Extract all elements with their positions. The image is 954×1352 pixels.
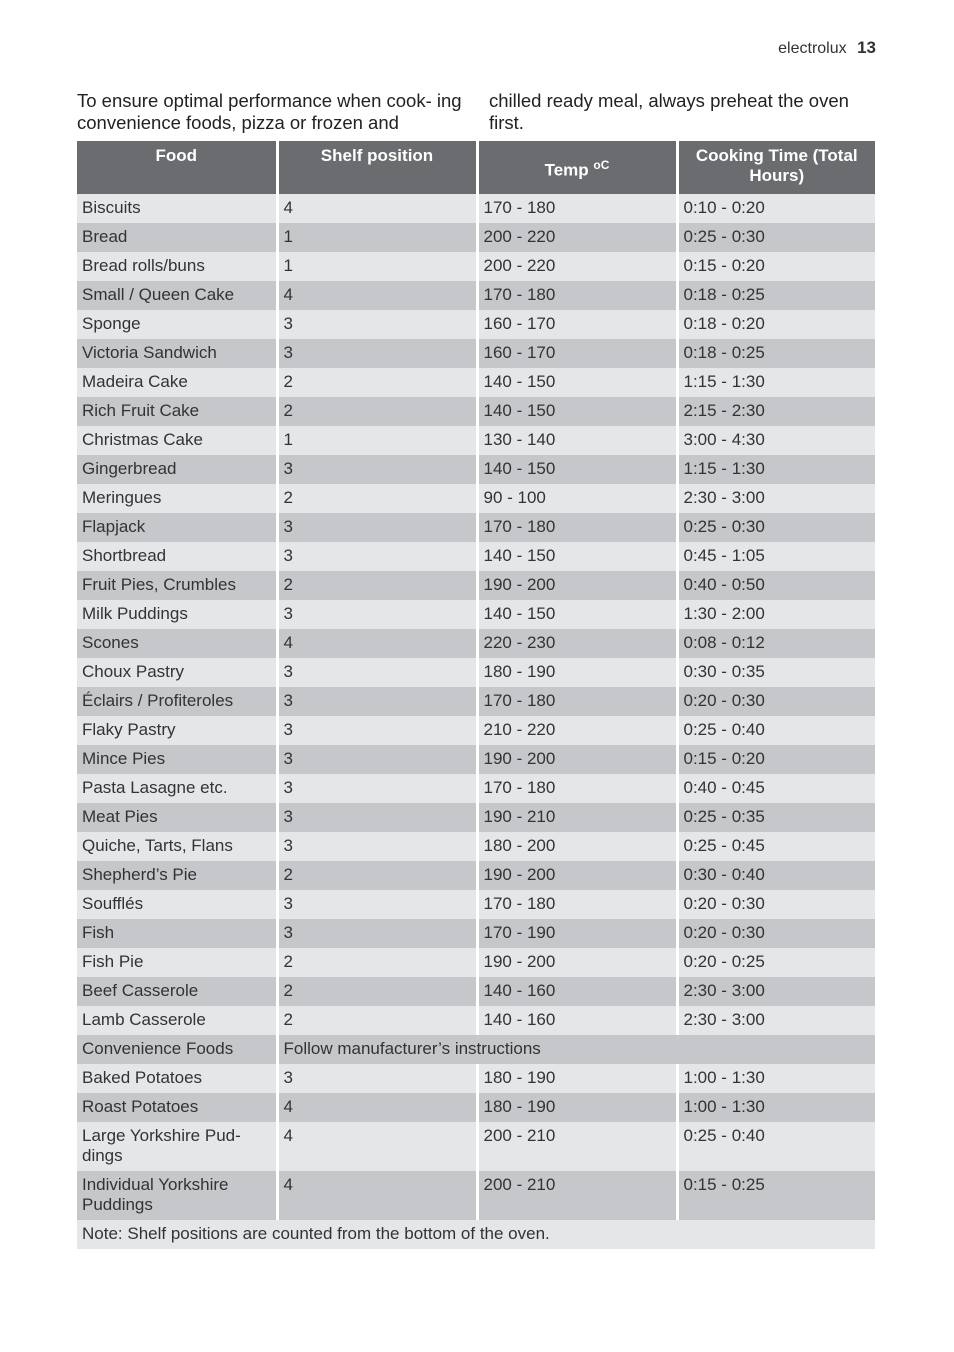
cell-time: 0:20 - 0:30 (677, 687, 875, 716)
cell-food: Milk Puddings (77, 600, 277, 629)
intro-column-2: chilled ready meal, always preheat the oven first. (489, 90, 849, 133)
cell-shelf: 3 (277, 310, 477, 339)
cell-time: 0:18 - 0:20 (677, 310, 875, 339)
cell-temp: 170 - 180 (477, 774, 677, 803)
header-shelf-position: Shelf position (277, 141, 477, 194)
cell-food: Shepherd’s Pie (77, 861, 277, 890)
cell-time: 0:20 - 0:30 (677, 919, 875, 948)
intro-column-1: To ensure optimal performance when cook- ing convenience foods, pizza or frozen and (77, 90, 462, 133)
table-row (77, 1093, 875, 1122)
table-row (77, 1006, 875, 1035)
cell-temp: 190 - 200 (477, 571, 677, 600)
cell-time: 0:18 - 0:25 (677, 281, 875, 310)
table-row (77, 1064, 875, 1093)
table-row (77, 716, 875, 745)
cell-temp: 140 - 150 (477, 368, 677, 397)
table-row (77, 861, 875, 890)
table-row (77, 1171, 875, 1220)
cell-temp: 170 - 180 (477, 194, 677, 223)
table-row (77, 890, 875, 919)
cell-time: 0:08 - 0:12 (677, 629, 875, 658)
cooking-table (77, 141, 875, 1249)
cell-food: Bread rolls/buns (77, 252, 277, 281)
cell-time: 0:25 - 0:40 (677, 1122, 875, 1171)
cell-shelf: 3 (277, 455, 477, 484)
cell-temp: 170 - 180 (477, 687, 677, 716)
cell-time: 2:30 - 3:00 (677, 1006, 875, 1035)
cell-food: Soufflés (77, 890, 277, 919)
cell-temp: 190 - 200 (477, 948, 677, 977)
cell-shelf: 4 (277, 194, 477, 223)
table-row (77, 629, 875, 658)
cell-temp: 200 - 220 (477, 223, 677, 252)
cell-time: 0:20 - 0:25 (677, 948, 875, 977)
cell-temp: 140 - 150 (477, 600, 677, 629)
cell-food: Gingerbread (77, 455, 277, 484)
cell-food: Madeira Cake (77, 368, 277, 397)
cell-temp: 170 - 180 (477, 513, 677, 542)
cell-time: 3:00 - 4:30 (677, 426, 875, 455)
cell-time: 1:15 - 1:30 (677, 455, 875, 484)
cell-time: 0:25 - 0:35 (677, 803, 875, 832)
intro-text (77, 90, 875, 134)
cell-temp: 180 - 190 (477, 1064, 677, 1093)
cell-shelf: 3 (277, 1064, 477, 1093)
cell-temp: 210 - 220 (477, 716, 677, 745)
table-row (77, 977, 875, 1006)
table-row (77, 600, 875, 629)
cell-food: Meringues (77, 484, 277, 513)
cell-temp: 190 - 210 (477, 803, 677, 832)
header-cooking-time: Cooking Time (Total Hours) (677, 141, 875, 194)
cell-temp: 140 - 150 (477, 455, 677, 484)
cell-food: Beef Casserole (77, 977, 277, 1006)
cell-food: Choux Pastry (77, 658, 277, 687)
table-row (77, 571, 875, 600)
cell-shelf: 4 (277, 629, 477, 658)
table-row (77, 832, 875, 861)
cell-temp: 170 - 190 (477, 919, 677, 948)
cell-food: Rich Fruit Cake (77, 397, 277, 426)
cell-time: 1:00 - 1:30 (677, 1093, 875, 1122)
cell-food: Mince Pies (77, 745, 277, 774)
cell-temp: 140 - 150 (477, 542, 677, 571)
cell-temp: 220 - 230 (477, 629, 677, 658)
header-temp-label: Temp (544, 160, 589, 180)
cell-temp: 200 - 210 (477, 1171, 677, 1220)
cell-food: Sponge (77, 310, 277, 339)
cell-shelf: 4 (277, 1093, 477, 1122)
cell-time: 0:20 - 0:30 (677, 890, 875, 919)
table-note-row (77, 1220, 875, 1249)
cell-temp: 160 - 170 (477, 339, 677, 368)
cell-time: 0:40 - 0:50 (677, 571, 875, 600)
cell-food: Roast Potatoes (77, 1093, 277, 1122)
cell-time: 1:00 - 1:30 (677, 1064, 875, 1093)
cell-shelf: 1 (277, 426, 477, 455)
cell-time: 2:15 - 2:30 (677, 397, 875, 426)
cell-shelf: 2 (277, 571, 477, 600)
table-note: Note: Shelf positions are counted from the bottom of the oven. (77, 1220, 875, 1249)
table-row (77, 339, 875, 368)
cell-food: Éclairs / Profiteroles (77, 687, 277, 716)
header-temp-unit: oC (593, 157, 610, 172)
cell-shelf: 3 (277, 919, 477, 948)
cell-shelf: 3 (277, 716, 477, 745)
cell-shelf: 3 (277, 774, 477, 803)
table-row (77, 542, 875, 571)
cell-temp: 180 - 200 (477, 832, 677, 861)
cell-temp: 200 - 210 (477, 1122, 677, 1171)
cell-shelf: 3 (277, 513, 477, 542)
table-row (77, 455, 875, 484)
cell-temp: 140 - 160 (477, 1006, 677, 1035)
cell-food: Shortbread (77, 542, 277, 571)
table-row (77, 252, 875, 281)
table-row (77, 223, 875, 252)
cell-food: Quiche, Tarts, Flans (77, 832, 277, 861)
table-row (77, 426, 875, 455)
cell-food: Large Yorkshire Pud- dings (77, 1122, 277, 1171)
cell-temp: 190 - 200 (477, 861, 677, 890)
cell-shelf: 4 (277, 1171, 477, 1220)
cell-shelf: 2 (277, 861, 477, 890)
cell-shelf: 3 (277, 832, 477, 861)
cell-shelf: 4 (277, 1122, 477, 1171)
cell-temp: 90 - 100 (477, 484, 677, 513)
cell-shelf: 3 (277, 339, 477, 368)
cell-time: 1:15 - 1:30 (677, 368, 875, 397)
cell-time: 0:25 - 0:45 (677, 832, 875, 861)
cell-food: Scones (77, 629, 277, 658)
table-row (77, 1122, 875, 1171)
cell-food: Victoria Sandwich (77, 339, 277, 368)
table-body (77, 194, 875, 1249)
cell-shelf: 3 (277, 745, 477, 774)
cell-temp: 130 - 140 (477, 426, 677, 455)
table-row-convenience (77, 1035, 875, 1064)
cell-shelf: 3 (277, 890, 477, 919)
cell-temp: 140 - 150 (477, 397, 677, 426)
cell-time: 1:30 - 2:00 (677, 600, 875, 629)
cell-shelf: 2 (277, 1006, 477, 1035)
cell-shelf: 3 (277, 687, 477, 716)
cell-food: Christmas Cake (77, 426, 277, 455)
table-row (77, 310, 875, 339)
cell-food: Baked Potatoes (77, 1064, 277, 1093)
cell-temp: 180 - 190 (477, 1093, 677, 1122)
cell-shelf: 4 (277, 281, 477, 310)
cell-temp: 170 - 180 (477, 890, 677, 919)
cell-time: 0:15 - 0:20 (677, 252, 875, 281)
cell-temp: 170 - 180 (477, 281, 677, 310)
cell-shelf: 1 (277, 223, 477, 252)
table-row (77, 397, 875, 426)
cell-time: 0:30 - 0:35 (677, 658, 875, 687)
table-row (77, 368, 875, 397)
cell-time: 2:30 - 3:00 (677, 977, 875, 1006)
cell-shelf: 2 (277, 484, 477, 513)
cell-time: 0:30 - 0:40 (677, 861, 875, 890)
cell-instruction: Follow manufacturer’s instructions (277, 1035, 875, 1064)
cell-time: 2:30 - 3:00 (677, 484, 875, 513)
cell-time: 0:18 - 0:25 (677, 339, 875, 368)
cell-temp: 160 - 170 (477, 310, 677, 339)
header-food: Food (77, 141, 277, 194)
table-row (77, 484, 875, 513)
cell-food: Pasta Lasagne etc. (77, 774, 277, 803)
cell-shelf: 2 (277, 948, 477, 977)
cell-food: Fruit Pies, Crumbles (77, 571, 277, 600)
cell-shelf: 3 (277, 600, 477, 629)
cell-food: Fish Pie (77, 948, 277, 977)
cell-food: Bread (77, 223, 277, 252)
cell-temp: 200 - 220 (477, 252, 677, 281)
table-row (77, 745, 875, 774)
cell-food: Flaky Pastry (77, 716, 277, 745)
cell-food: Flapjack (77, 513, 277, 542)
cell-time: 0:25 - 0:40 (677, 716, 875, 745)
cell-food: Convenience Foods (77, 1035, 277, 1064)
cell-food: Meat Pies (77, 803, 277, 832)
cell-shelf: 3 (277, 542, 477, 571)
cell-shelf: 1 (277, 252, 477, 281)
cell-temp: 190 - 200 (477, 745, 677, 774)
table-row (77, 513, 875, 542)
table-row (77, 803, 875, 832)
table-row (77, 687, 875, 716)
cell-shelf: 2 (277, 977, 477, 1006)
cell-time: 0:10 - 0:20 (677, 194, 875, 223)
table-row (77, 658, 875, 687)
cell-time: 0:25 - 0:30 (677, 223, 875, 252)
cell-time: 0:45 - 1:05 (677, 542, 875, 571)
cell-food: Small / Queen Cake (77, 281, 277, 310)
cell-shelf: 2 (277, 397, 477, 426)
cell-food: Biscuits (77, 194, 277, 223)
cell-temp: 180 - 190 (477, 658, 677, 687)
table-header-row (77, 141, 875, 194)
cell-time: 0:15 - 0:25 (677, 1171, 875, 1220)
header-temp (477, 141, 677, 194)
brand-name: electrolux (778, 40, 847, 57)
cell-shelf: 2 (277, 368, 477, 397)
cell-time: 0:25 - 0:30 (677, 513, 875, 542)
table-row (77, 919, 875, 948)
cell-time: 0:15 - 0:20 (677, 745, 875, 774)
table-row (77, 281, 875, 310)
cell-food: Fish (77, 919, 277, 948)
page-number: 13 (857, 38, 876, 57)
cell-temp: 140 - 160 (477, 977, 677, 1006)
cell-shelf: 3 (277, 658, 477, 687)
page-header (778, 38, 876, 58)
cell-time: 0:40 - 0:45 (677, 774, 875, 803)
table-row (77, 194, 875, 223)
cell-food: Individual Yorkshire Puddings (77, 1171, 277, 1220)
table-row (77, 948, 875, 977)
table-row (77, 774, 875, 803)
cell-food: Lamb Casserole (77, 1006, 277, 1035)
cell-shelf: 3 (277, 803, 477, 832)
